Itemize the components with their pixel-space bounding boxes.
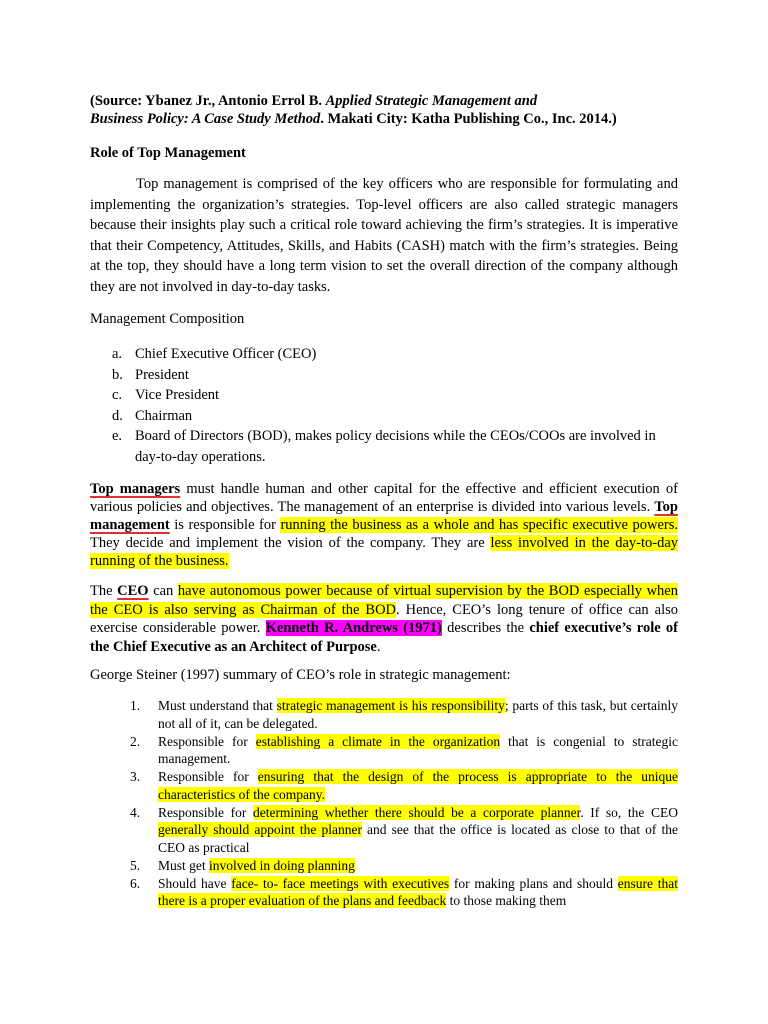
steiner-title: George Steiner (1997) summary of CEO’s role in strategic management:	[90, 667, 511, 683]
highlight: involved in doing planning	[209, 857, 355, 873]
top-managers-paragraph: Top managers must handle human and other capital for the effective and efficient execution of various policies and objectives. The management of an enterprise is divided into various levels. Top management is responsible for running the business as a whole and has specific executive powers. They decide and implement the vision of the company. They are less involved in the day-to-day running of the business.	[90, 481, 679, 569]
highlight: ensuring that the design of the process is appropriate to the unique characteristics of the company.	[158, 769, 678, 802]
composition-title: Management Composition	[90, 311, 245, 327]
highlight: less involved in the day-to-day running of the business.	[90, 535, 679, 569]
list-item: 5. Must get involved in doing planning	[130, 857, 355, 873]
highlight: face- to- face meetings with executives	[231, 875, 450, 891]
highlight: establishing a climate in the organization	[255, 733, 501, 749]
highlight: strategic management is his responsibility	[276, 698, 505, 713]
highlight: running the business as a whole and has specific executive powers.	[280, 517, 678, 533]
citation-title-line1: Applied Strategic Management and	[325, 93, 538, 109]
list-item: a. Chief Executive Officer (CEO)	[112, 346, 317, 362]
top-management-term: Top management	[90, 499, 678, 533]
list-item: 1. Must understand that strategic management is his responsibility; parts of this task, but certainly not all of it, can be delegated.	[130, 698, 678, 731]
list-item: 4. Responsible for determining whether there should be a corporate planner. If so, the CEO generally should appoint the planner and see that the office is located as close to that of the CEO as practical	[130, 804, 678, 855]
list-item: 3. Responsible for ensuring that the design of the process is appropriate to the unique characteristics of the company.	[130, 769, 678, 802]
steiner-list	[130, 697, 678, 910]
intro-paragraph	[90, 174, 678, 297]
citation-publisher: . Makati City: Katha Publishing Co., Inc. 2014.)	[320, 111, 617, 127]
highlight: determining whether there should be a corporate planner	[252, 804, 581, 820]
list-item: 6. Should have face- to- face meetings with executives for making plans and should ensure that there is a proper evaluation of the plans and feedback to those making them	[130, 875, 678, 908]
citation-title-line2: Business Policy: A Case Study Method	[90, 111, 321, 127]
list-item: d. Chairman	[112, 407, 193, 424]
source-citation	[90, 92, 690, 128]
list-item: 2. Responsible for establishing a climate in the organization that is congenial to strategic management.	[130, 733, 678, 766]
andrews-citation: Kenneth R. Andrews (1971)	[265, 620, 442, 636]
list-item: b. President	[112, 366, 189, 383]
list-item: c. Vice President	[112, 387, 220, 403]
section-heading: Role of Top Management	[90, 145, 246, 161]
ceo-paragraph: The CEO can have autonomous power because of virtual supervision by the BOD especially when the CEO is also serving as Chairman of the BOD. Hence, CEO’s long tenure of office can also exercise considerable power. Kenneth R. Andrews (1971) describes the chief executive’s role of the Chief Executive as an Architect of Purpose.	[90, 583, 679, 655]
architect-of-purpose: chief executive’s role of the Chief Executive as an Architect of Purpose	[90, 620, 678, 655]
highlight: ensure that there is a proper evaluation of the plans and feedback	[158, 875, 678, 908]
citation-author: (Source: Ybanez Jr., Antonio Errol B.	[90, 93, 326, 109]
intro-text: Top management is comprised of the key officers who are responsible for formulating and implementing the organization’s strategies. Top-level officers are also called strategic managers because their insights play such a critical role toward achieving the firm’s strategies. It is imperative that their Competency, Attitudes, Skills, and Habits (CASH) match with the firm’s strategies. Being at the top, they should have a long term vision to set the overall direction of the company although they are not involved in day-to-day tasks.	[90, 176, 678, 295]
top-managers-term: Top managers	[90, 481, 181, 497]
ceo-term: CEO	[117, 583, 149, 599]
highlight: have autonomous power because of virtual supervision by the BOD especially when the CEO is also serving as Chairman of the BOD	[90, 583, 678, 618]
list-item: e. Board of Directors (BOD), makes policy decisions while the CEOs/COOs are involved in day-to-day operations.	[112, 428, 656, 465]
composition-list	[112, 344, 678, 467]
highlight: generally should appoint the planner	[158, 822, 362, 837]
